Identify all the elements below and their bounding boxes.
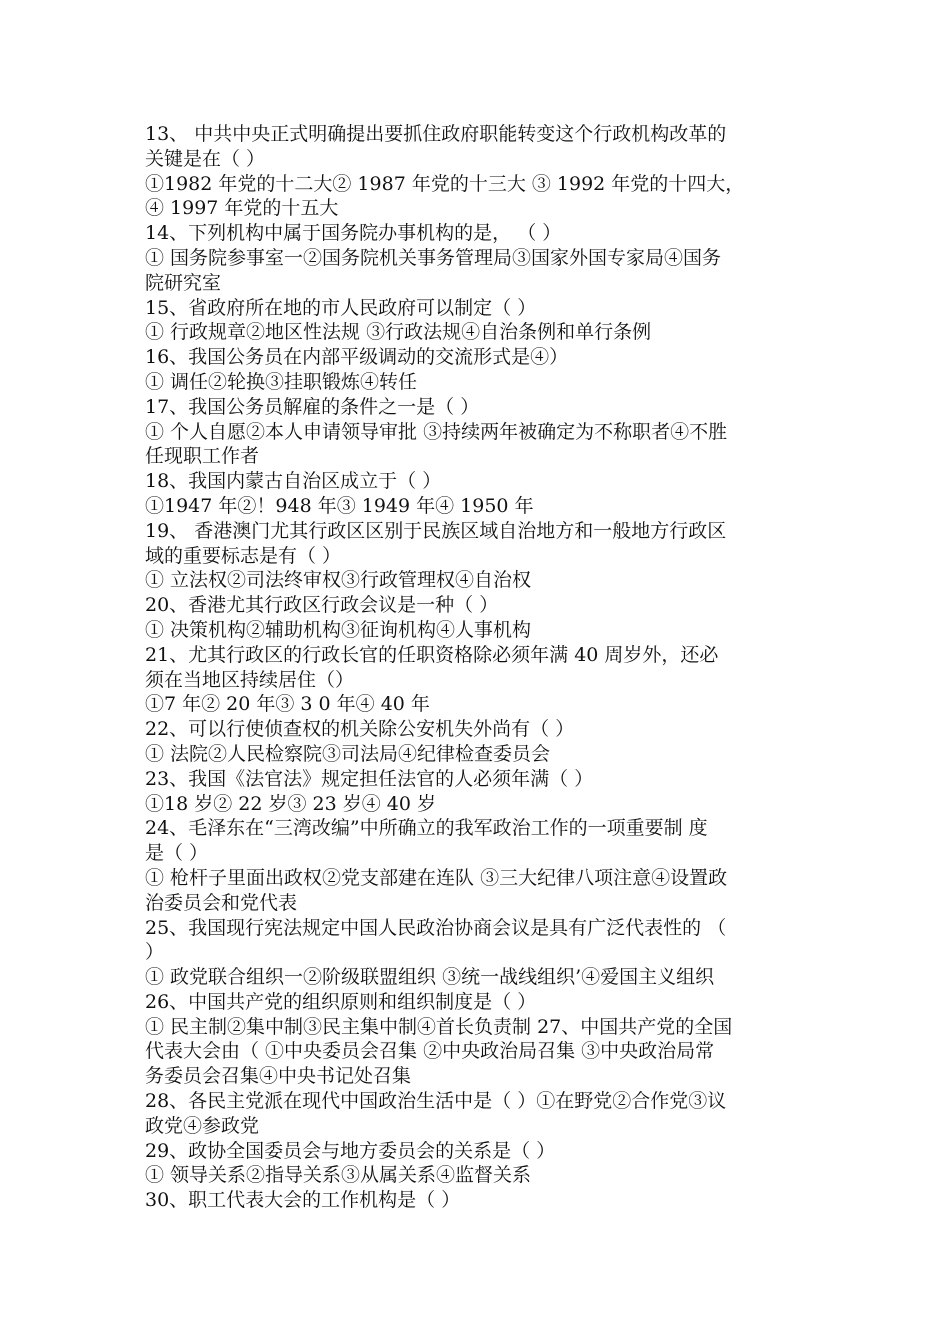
text-line: 政党④参政党: [145, 1114, 260, 1137]
text-line: 务委员会召集④中央书记处召集: [145, 1065, 412, 1088]
text-line: 28、各民主党派在现代中国政治生活中是（ ）①在野党②合作党③议: [145, 1090, 727, 1113]
text-line: ① 民主制②集中制③民主集中制④首长负责制 27、中国共产党的全国: [145, 1015, 733, 1038]
text-line: 30、职工代表大会的工作机构是（ ）: [145, 1189, 461, 1212]
text-line: 26、中国共产党的组织原则和组织制度是（ ）: [145, 990, 537, 1013]
text-line: 21、尤其行政区的行政长官的任职资格除必须年满 40 周岁外，还必: [145, 643, 719, 666]
text-line: ① 立法权②司法终审权③行政管理权④自治权: [145, 569, 532, 592]
text-line: 任现职工作者: [145, 445, 260, 468]
text-line: 域的重要标志是有（ ）: [145, 544, 342, 567]
text-line: 25、我国现行宪法规定中国人民政治协商会议是具有广泛代表性的 （: [145, 916, 727, 939]
text-line: 院研究室: [145, 271, 222, 294]
text-line: 关键是在（ ）: [145, 147, 266, 170]
text-line: 19、 香港澳门尤其行政区区别于民族区域自治地方和一般地方行政区: [145, 519, 727, 542]
text-line: 16、我国公务员在内部平级调动的交流形式是④）: [145, 346, 569, 369]
text-line: 24、毛泽东在“三湾改编”中所确立的我军政治工作的一项重要制 度: [145, 817, 708, 840]
text-line: ① 国务院参事室一②国务院机关事务管理局③国家外国专家局④国务: [145, 246, 722, 269]
text-line: ① 调任②轮换③挂职锻炼④转任: [145, 370, 418, 393]
text-line: 20、香港尤其行政区行政会议是一种（ ）: [145, 594, 499, 617]
text-line: ①18 岁② 22 岁③ 23 岁④ 40 岁: [145, 792, 436, 815]
question-list: [145, 122, 810, 1213]
text-line: ①7 年② 20 年③ 3 0 年④ 40 年: [145, 693, 430, 716]
text-line: 是（ ）: [145, 842, 209, 865]
text-line: 22、可以行使侦查权的机关除公安机失外尚有（ ）: [145, 718, 575, 741]
text-line: 23、我国《法官法》规定担任法官的人必须年满（ ）: [145, 767, 594, 790]
text-line: 13、 中共中央正式明确提出要抓住政府职能转变这个行政机构改革的: [145, 123, 727, 145]
text-line: ①1982 年党的十二大② 1987 年党的十三大 ③ 1992 年党的十四大，: [145, 172, 745, 195]
text-line: ① 决策机构②辅助机构③征询机构④人事机构: [145, 618, 532, 641]
text-line: 治委员会和党代表: [145, 891, 298, 914]
text-line: 须在当地区持续居住（）: [145, 668, 355, 691]
text-line: 15、省政府所在地的市人民政府可以制定（ ）: [145, 296, 537, 319]
text-line: ① 领导关系②指导关系③从属关系④监督关系: [145, 1164, 532, 1187]
text-line: ① 行政规章②地区性法规 ③行政法规④自治条例和单行条例: [145, 321, 652, 344]
text-line: ① 个人自愿②本人申请领导审批 ③持续两年被确定为不称职者④不胜: [145, 420, 728, 443]
text-line: ① 枪杆子里面出政权②党支部建在连队 ③三大纪律八项注意④设置政: [145, 866, 728, 889]
text-line: 17、我国公务员解雇的条件之一是（ ）: [145, 395, 480, 418]
text-line: 代表大会由（ ①中央委员会召集 ②中央政治局召集 ③中央政治局常: [145, 1040, 715, 1063]
text-line: 29、政协全国委员会与地方委员会的关系是（ ）: [145, 1139, 556, 1162]
text-line: ①1947 年②！948 年③ 1949 年④ 1950 年: [145, 494, 534, 517]
text-line: ④ 1997 年党的十五大: [145, 197, 339, 220]
text-line: ）: [145, 941, 165, 964]
text-line: 14、下列机构中属于国务院办事机构的是， （ ）: [145, 222, 562, 245]
text-line: 18、我国内蒙古自治区成立于（ ）: [145, 470, 442, 493]
text-line: ① 政党联合组织一②阶级联盟组织 ③统一战线组织’④爱国主义组织: [145, 966, 715, 989]
text-line: ① 法院②人民检察院③司法局④纪律检查委员会: [145, 742, 551, 765]
